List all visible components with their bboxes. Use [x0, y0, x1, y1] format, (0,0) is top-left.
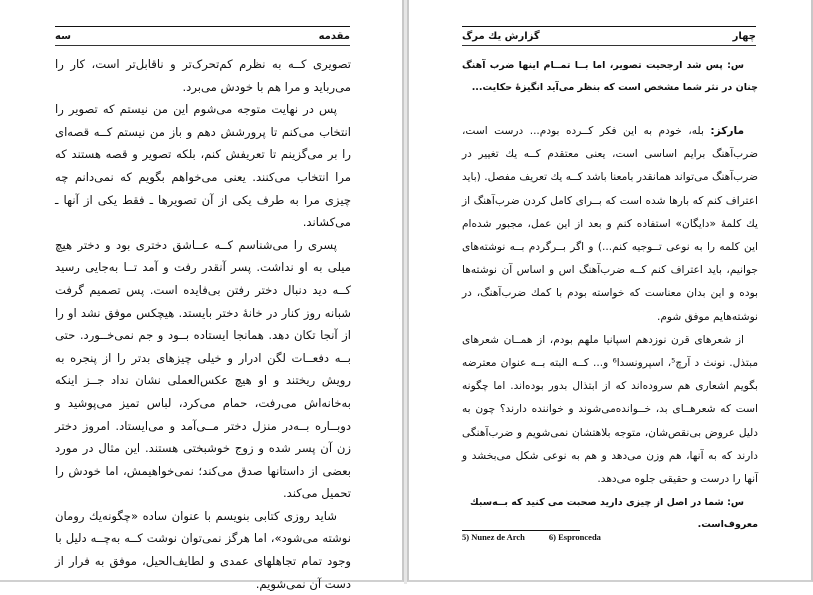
interview-answer [462, 120, 758, 491]
footnote: 5) Nunez de Arch [462, 532, 525, 542]
footnote-divider [462, 530, 580, 531]
paragraph: شاید روزی کتابی بنویسم با عنوان ساده «چگونه‌یك رومان نوشته می‌شود»، اما هرگز نمی‌توان نوشت کــه به‌چــه دلیل با وجود تمام تجاهلهای عمدی و لطایف‌الحیل، موفق به فرار از دست آن نمی‌شویم. [55, 508, 351, 591]
paragraph: از شعرهای قرن نوزدهم اسپانیا ملهم بودم، از همــان شعرهای مبتذل. نونث د آرچ⁵، اسپرونسدا⁶ و... کــه البته بــه عنوان معترضه بگویم اشعاری هم سروده‌اند که از ابتذال بدور بوده‌اند. اما چگونه است که شعرهــای بد، خــوانده‌می‌شوند و خواننده دارند؟ چون به دلیل عروض بی‌نقص‌شان، متوجه بلاهتشان نمی‌شویم و ضرب‌آهنگی دارند که به آنها، هم وزن می‌دهد و هم به نوعی شکل می‌بخشد و آنها را درست و حقیقی جلوه می‌دهد. [462, 333, 758, 486]
paragraph: تصویری کــه به نظرم کم‌تحرک‌تر و ناقابل‌تر است، کار را می‌رباید و مرا هم با خودش می‌برد. [55, 57, 351, 94]
paragraph: پسری را می‌شناسم کــه عــاشق دختری بود و دختر هیچ میلی به او نداشت. پسر آنقدر رفت و آمد تــا به‌جایی رسید کــه دید دنبال دختر رفتن بی‌فایده است. پس تصمیم گرفت شبانه روز کنار در خانهٔ دختر بایستد. هیچکس موفق نشد او را از آنجا تکان دهد. همانجا ایستاده بــود و جم نمی‌خــورد. حتی بــه دفعــات لگن ادرار و خیلی چیزهای بدتر را از پنجره به رویش ریختند و او هیچ عکس‌العملی نشان نداد جــز اینکه به‌خانه‌اش می‌رفت، حمام می‌کرد، لباس تمیز می‌پوشید و دوبــاره بــه‌در منزل دختر مــی‌آمد و می‌ایستاد. امروز دختر زن آن پسر شده و زوج خوشبختی هستند. این مثال در مورد بعضی از داستانها صدق می‌کند؛ نمی‌خواهیمش، اما خودش را تحمیل می‌کند. [55, 237, 351, 501]
question-text: س: شما در اصل از چیزی دارید صحبت می کنید که بــه‌سبك معروف‌است. [470, 497, 758, 530]
right-page [407, 0, 813, 582]
speaker-label: مارکز: [710, 125, 744, 137]
page-number: چهار [732, 30, 756, 42]
book-title: گزارش یك مرگ [462, 30, 540, 42]
interview-question [462, 55, 758, 99]
running-header [462, 26, 756, 46]
body-text [55, 53, 351, 595]
running-header [55, 26, 350, 46]
footnotes [462, 532, 601, 542]
answer-text: بله، خودم به این فکر کــرده بودم... درست است، ضرب‌آهنگ برایم اساسی است، یعنی معتقدم کــه یك تغییر در ضرب‌آهنگ می‌تواند همانقدر بامعنا باشد کــه یك تعریف مفصل. (باید اعتراف کنم که بارها شده است که بــرای کامل کردن ضرب‌آهنگ از یك کلمهٔ «دایگان» استفاده کنم و بعد از این عمل، مجبور شده‌ام این کلمه را به نوعی تــوجیه کنم...) و اگر بــرگردم بــه نوشته‌های جوانیم، باید اعتراف کنم کــه ضرب‌آهنگ اس و اساس آن نوشته‌ها بوده و این بدان معناست که خواسته بودم با کمك ضرب‌آهنگ، در نوشته‌هایم موفق شوم. [462, 125, 758, 323]
page-number: سه [55, 30, 71, 42]
footnote: 6) Espronceda [548, 532, 601, 542]
paragraph [462, 120, 758, 329]
paragraph: پس در نهایت متوجه می‌شوم این من نیستم که تصویر را انتخاب می‌کنم تا پرورشش دهم و باز من نیستم کــه قصه‌ای را بر می‌گزینم تا تعریفش کنم، بلکه تصویر و قصه هستند که مرا انتخاب می‌کنند. یعنی می‌خواهم بگویم که نمی‌دانم چه چیزی مرا به طرف یکی از آن تصویرها ـ فقط یکی از آنها ـ می‌کشاند. [55, 102, 351, 230]
question-text: س: پس شد ارجحیت تصویر، اما بــا تمــام اینها ضرب آهنگ چنان در نثر شما مشخص است که بنظر می‌آید انگیزهٔ حکایت... [462, 60, 758, 93]
chapter-title: مقدمه [318, 30, 350, 42]
left-page [0, 0, 404, 591]
